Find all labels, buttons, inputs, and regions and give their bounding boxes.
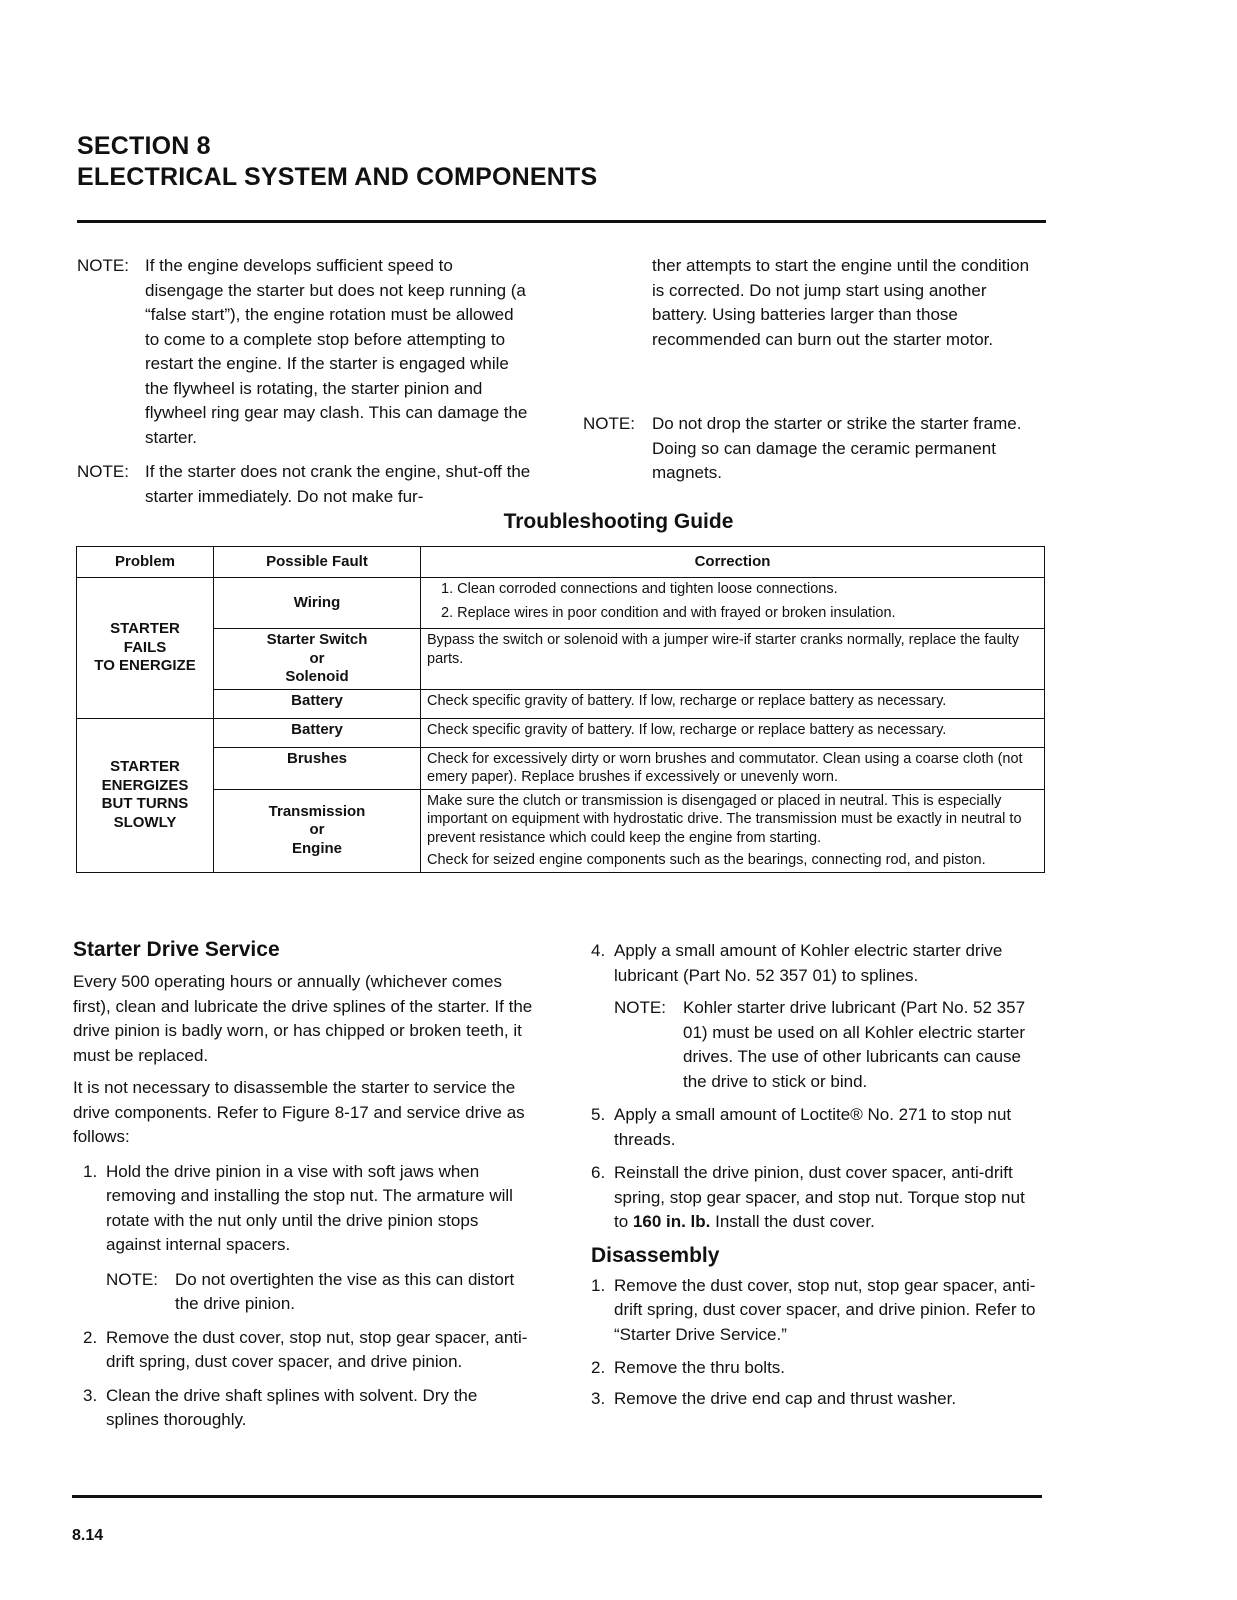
troubleshooting-table (76, 546, 1045, 873)
fault-transmission: Transmission or Engine (214, 789, 421, 872)
fault-wiring: Wiring (214, 578, 421, 629)
correction-transmission: Make sure the clutch or transmission is disengaged or placed in neutral. This is especially important on equipment with hydrostatic drive. The transmission must be exactly in neutral to prevent resistance which could keep the engine from starting. Check for seized engine components such as the bearings, connecting rod, and piston. (421, 789, 1045, 872)
starter-drive-section (73, 938, 533, 1442)
header-correction: Correction (421, 547, 1045, 578)
list-item: 5. Apply a small amount of Loctite® No. 271 to stop nut threads. (591, 1103, 1041, 1152)
note-no-crank-part2: ther attempts to start the engine until the condition is corrected. Do not jump start using another battery. Using batteries larger than those recommended can burn out the starter motor. (652, 256, 1030, 349)
list-item: 4. Apply a small amount of Kohler electric starter drive lubricant (Part No. 52 357 01) to splines. NOTE: Kohler starter drive lubricant (Part No. 52 357 01) must be used on all Kohler electric starter drives. The use of other lubricants can cause the drive to stick or bind. (591, 939, 1041, 1094)
list-item: 6. Reinstall the drive pinion, dust cover spacer, anti-drift spring, stop gear spacer, and stop nut. Torque stop nut to 160 in. lb. Install the dust cover. (591, 1161, 1041, 1235)
starter-drive-steps-continued (591, 939, 1041, 1235)
footer-rule (72, 1495, 1042, 1498)
problem-fails-to-energize: STARTER FAILS TO ENERGIZE (77, 578, 214, 719)
disassembly-steps (591, 1274, 1041, 1412)
list-item: 2. Remove the dust cover, stop nut, stop gear spacer, anti-drift spring, dust cover spacer, and drive pinion. (83, 1326, 533, 1375)
troubleshooting-title: Troubleshooting Guide (503, 510, 734, 533)
table-row (77, 718, 1045, 747)
step-text: Hold the drive pinion in a vise with soft jaws when removing and installing the stop nut. The armature will rotate with the nut only until the drive pinion stops against internal spacers. (106, 1161, 513, 1254)
list-item: 1. Remove the dust cover, stop nut, stop gear spacer, anti-drift spring, dust cover spacer, and drive pinion. Refer to “Starter Drive Service.” (591, 1274, 1041, 1348)
starter-drive-para2: It is not necessary to disassemble the starter to service the drive components. Refer to Figure 8-17 and service drive as follows: (73, 1078, 525, 1146)
torque-value: 160 in. lb. (632, 1212, 711, 1231)
section-header (77, 131, 597, 193)
correction-battery: Check specific gravity of battery. If low, recharge or replace battery as necessary. (421, 689, 1045, 718)
step-text: Remove the dust cover, stop nut, stop gear spacer, anti-drift spring, dust cover spacer, and drive pinion. (106, 1327, 528, 1371)
note-text: Do not drop the starter or strike the starter frame. Doing so can damage the ceramic permanent magnets. (652, 414, 1022, 482)
list-item: 1. Hold the drive pinion in a vise with soft jaws when removing and installing the stop nut. The armature will rotate with the nut only until the drive pinion stops against internal spacers. NOTE: Do not overtighten the vise as this can distort the drive pinion. (83, 1160, 533, 1317)
page-number: 8.14 (72, 1527, 104, 1544)
disassembly-title: Disassembly (591, 1243, 720, 1267)
starter-drive-para1: Every 500 operating hours or annually (whichever comes first), clean and lubricate the drive splines of the starter. If the drive pinion is badly worn, or has chipped or broken teeth, it must be replaced. (73, 972, 533, 1065)
note-text-part1: If the starter does not crank the engine, shut-off the starter immediately. Do not make fur- (145, 462, 531, 506)
correction-switch: Bypass the switch or solenoid with a jumper wire-if starter cranks normally, replace the faulty parts. (421, 629, 1045, 690)
fault-battery: Battery (214, 689, 421, 718)
fault-starter-switch: Starter Switch or Solenoid (214, 629, 421, 690)
step-note: NOTE: Do not overtighten the vise as this can distort the drive pinion. (106, 1269, 515, 1313)
table-header-row (77, 547, 1045, 578)
fault-brushes: Brushes (214, 747, 421, 789)
problem-turns-slowly: STARTER ENERGIZES BUT TURNS SLOWLY (77, 718, 214, 872)
step-text: Apply a small amount of Loctite® No. 271 to stop nut threads. (614, 1105, 1012, 1149)
step-text: Remove the dust cover, stop nut, stop gear spacer, anti-drift spring, dust cover spacer, and drive pinion. Refer to “Starter Drive Service.” (614, 1275, 1036, 1344)
note-label: NOTE: (583, 414, 635, 433)
header-rule (77, 220, 1046, 223)
note-text: If the engine develops sufficient speed to disengage the starter but does not keep running (a “false start”), the engine rotation must be allowed to come to a complete stop before attempting to restart the engine. If the starter is engaged while the flywheel is rotating, the starter pinion and flywheel ring gear may clash. This can damage the starter. (145, 256, 528, 447)
note-false-start (77, 254, 532, 450)
correction-wiring: 1. Clean corroded connections and tighten loose connections. 2. Replace wires in poor condition and with frayed or broken insulation. (421, 578, 1045, 629)
section-number: SECTION 8 (77, 132, 211, 160)
step-text: Remove the drive end cap and thrust washer. (614, 1388, 957, 1408)
header-problem: Problem (77, 547, 214, 578)
starter-drive-steps (73, 1160, 533, 1433)
header-possible-fault: Possible Fault (214, 547, 421, 578)
correction-brushes: Check for excessively dirty or worn brushes and commutator. Clean using a coarse cloth (not emery paper). Replace brushes if excessively or unevenly worn. (421, 747, 1045, 789)
starter-drive-title: Starter Drive Service (73, 938, 280, 961)
table-row (77, 789, 1045, 872)
list-item: 2. Remove the thru bolts. (591, 1356, 1041, 1381)
section-title: ELECTRICAL SYSTEM AND COMPONENTS (77, 163, 598, 191)
note-no-crank-part1 (77, 460, 532, 509)
note-label: NOTE: (77, 256, 129, 275)
table-row (77, 747, 1045, 789)
table-row (77, 578, 1045, 629)
list-item: 3. Clean the drive shaft splines with solvent. Dry the splines thoroughly. (83, 1384, 533, 1433)
fault-battery: Battery (214, 718, 421, 747)
correction-battery: Check specific gravity of battery. If low, recharge or replace battery as necessary. (421, 718, 1045, 747)
note-do-not-drop (583, 412, 1043, 486)
table-row (77, 689, 1045, 718)
step-text: Clean the drive shaft splines with solvent. Dry the splines thoroughly. (106, 1385, 478, 1429)
table-row (77, 629, 1045, 690)
starter-drive-continued (591, 939, 1041, 1420)
step-note: NOTE: Kohler starter drive lubricant (Part No. 52 357 01) must be used on all Kohler electric starter drives. The use of other lubricants can cause the drive to stick or bind. (614, 998, 1026, 1091)
note-label: NOTE: (77, 462, 129, 481)
notes-left-column (77, 254, 532, 450)
list-item: 3. Remove the drive end cap and thrust washer. (591, 1387, 1041, 1412)
step-text: Remove the thru bolts. (614, 1358, 786, 1377)
step-text: Reinstall the drive pinion, dust cover spacer, anti-drift spring, stop gear spacer, and stop nut. Torque stop nut to 160 in. lb. Install the dust cover. (614, 1163, 1025, 1231)
step-text: Apply a small amount of Kohler electric starter drive lubricant (Part No. 52 357 01) to splines. (614, 941, 1003, 985)
